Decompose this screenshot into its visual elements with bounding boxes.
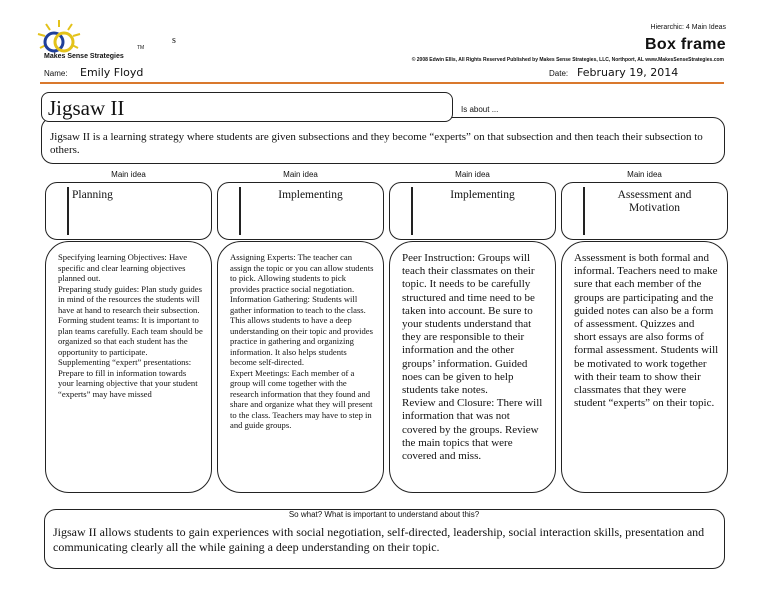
main-idea-box-1[interactable] bbox=[45, 182, 212, 240]
main-idea-label-4: Main idea bbox=[627, 170, 662, 179]
brand-name: Makes Sense Strategies bbox=[44, 53, 124, 60]
date-field[interactable]: February 19, 2014 bbox=[577, 66, 679, 79]
is-about-label: Is about ... bbox=[461, 105, 499, 114]
name-label: Name: bbox=[44, 69, 68, 78]
details-text: Peer Instruction: Groups will teach their classmates on their topic. It needs to be carefully structured and time need to be taken into account. Be sure to your students understand that they are responsible to their information and the other groups’ information. Guided noes can be given to help students take notes. Review and Closure: There will information that was not covered by the groups. Review the main topics that were covered and miss. bbox=[402, 252, 543, 463]
main-idea-box-2[interactable] bbox=[217, 182, 384, 240]
details-text: Assessment is both formal and informal. Teachers need to make sure that each member of the groups are participating and the guided notes can also be a form of assessment. Quizzes and short essays are also forms of formal assessment. Students will be motivated to work together with their team to show their classmates that they were student “experts” on their topic. bbox=[574, 252, 719, 410]
main-idea-label-3: Main idea bbox=[455, 170, 490, 179]
so-what-label: So what? What is important to understand about this? bbox=[288, 510, 480, 519]
main-idea-divider bbox=[583, 187, 585, 235]
copyright-line: © 2008 Edwin Ellis, All Rights Reserved Published by Makes Sense Strategies, LLC, Northport, AL www.MakesSenseStrategies.com bbox=[411, 57, 724, 63]
main-idea-title: Implementing bbox=[450, 189, 515, 201]
main-idea-divider bbox=[239, 187, 241, 235]
small-mark: s bbox=[172, 35, 176, 46]
name-field[interactable]: Emily Floyd bbox=[80, 66, 144, 79]
makes-sense-logo-icon bbox=[36, 18, 82, 58]
main-idea-title: Assessment and Motivation bbox=[617, 189, 692, 214]
header-divider bbox=[40, 82, 724, 84]
main-idea-divider bbox=[67, 187, 69, 235]
so-what-box[interactable]: Jigsaw II allows students to gain experiences with social negotiation, self-directed, leadership, social interaction skills, presentation and communicating clearly all the while gaining a deep understanding on their topic. bbox=[44, 509, 725, 569]
main-idea-title: Implementing bbox=[278, 189, 343, 201]
main-idea-divider bbox=[411, 187, 413, 235]
main-idea-title: Planning bbox=[72, 189, 113, 201]
main-idea-box-3[interactable] bbox=[389, 182, 556, 240]
details-box-1[interactable] bbox=[45, 241, 212, 493]
main-idea-box-4[interactable] bbox=[561, 182, 728, 240]
hierarchic-label: Hierarchic: 4 Main Ideas bbox=[650, 24, 726, 31]
trademark: TM bbox=[137, 45, 145, 51]
details-box-2[interactable] bbox=[217, 241, 384, 493]
frame-title: Box frame bbox=[645, 36, 726, 53]
details-text: Assigning Experts: The teacher can assign the topic or you can allow students to pick. Allowing students to pick provides practice social negotiation. Information Gathering: Students will gather information to teach to the class. This allows students to have a deep understanding on their topic and provides practice in gathering and organizing information. It also helps students become self-directed. Expert Meetings: Each member of a group will come together with the research information that they found and share and organize what they will present to the class. Teachers may have to step in and guide groups. bbox=[230, 252, 374, 430]
date-label: Date: bbox=[549, 69, 569, 78]
details-box-3[interactable] bbox=[389, 241, 556, 493]
main-idea-label-1: Main idea bbox=[111, 170, 146, 179]
details-box-4[interactable] bbox=[561, 241, 728, 493]
topic-description-box[interactable]: Jigsaw II is a learning strategy where students are given subsections and they become “experts” on that subsection and then teach their subsection to others. bbox=[41, 117, 725, 164]
details-text: Specifying learning Objectives: Have specific and clear learning objectives planned out. Preparing study guides: Plan study guides in mind of the resources the students will have at hand to research their subsection. Forming student teams: It is important to plan teams carefully. Each team should be organized so that each student has the opportunity to participate. Supplementing “expert” presentations: Prepare to fill in information towards your learning objective that your student “experts” may have missed bbox=[58, 252, 203, 399]
main-idea-label-2: Main idea bbox=[283, 170, 318, 179]
topic-title-box[interactable]: Jigsaw II bbox=[41, 92, 453, 122]
